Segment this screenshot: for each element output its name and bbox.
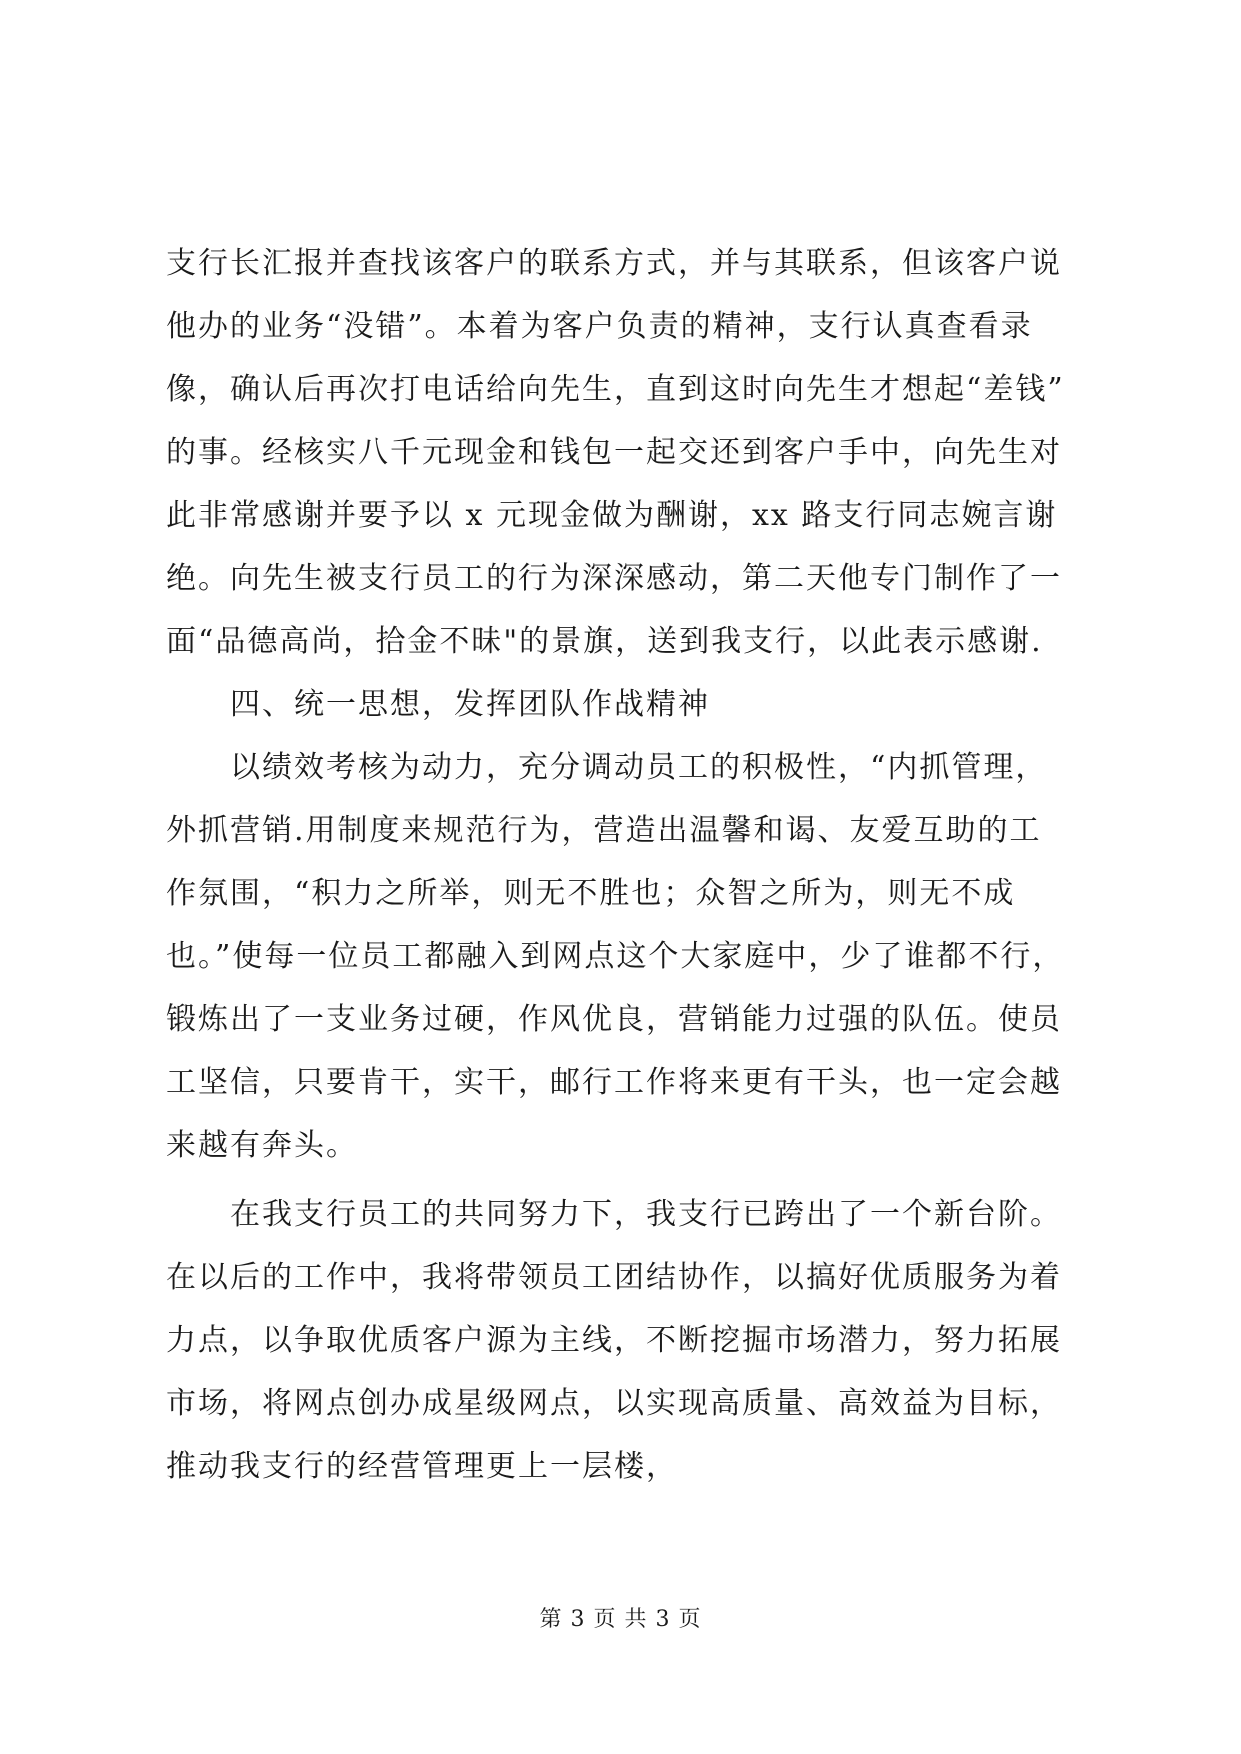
text-line: 绝。向先生被支行员工的行为深深感动，第二天他专门制作了一 — [166, 561, 1062, 596]
text-line: 推动我支行的经营管理更上一层楼， — [166, 1449, 678, 1484]
text-line: 面“品德高尚，拾金不昧"的景旗，送到我支行，以此表示感谢. — [166, 624, 1043, 659]
text-line: 在我支行员工的共同努力下，我支行已跨出了一个新台阶。 — [230, 1197, 1062, 1232]
text-line: 以绩效考核为动力，充分调动员工的积极性，“内抓管理， — [230, 750, 1048, 785]
text-line: 支行长汇报并查找该客户的联系方式，并与其联系，但该客户说 — [166, 246, 1062, 281]
text-line: 此非常感谢并要予以 x 元现金做为酬谢，xx 路支行同志婉言谢 — [166, 498, 1058, 533]
text-line: 在以后的工作中，我将带领员工团结协作，以搞好优质服务为着 — [166, 1260, 1062, 1295]
section-heading: 四、统一思想，发挥团队作战精神 — [230, 687, 710, 722]
text-line: 也。”使每一位员工都融入到网点这个大家庭中，少了谁都不行， — [166, 939, 1065, 974]
text-line: 的事。经核实八千元现金和钱包一起交还到客户手中，向先生对 — [166, 435, 1062, 470]
text-line: 力点，以争取优质客户源为主线，不断挖掘市场潜力，努力拓展 — [166, 1323, 1062, 1358]
text-line: 来越有奔头。 — [166, 1128, 358, 1163]
page-number-footer: 第 3 页 共 3 页 — [539, 1607, 702, 1632]
text-line: 作氛围，“积力之所举，则无不胜也；众智之所为，则无不成 — [166, 876, 1016, 911]
text-line: 外抓营销.用制度来规范行为，营造出温馨和谒、友爱互助的工 — [166, 813, 1042, 848]
text-line: 像，确认后再次打电话给向先生，直到这时向先生才想起“差钱” — [166, 372, 1065, 407]
text-line: 工坚信，只要肯干，实干，邮行工作将来更有干头，也一定会越 — [166, 1065, 1062, 1100]
document-body — [166, 232, 1081, 1498]
text-line: 锻炼出了一支业务过硬，作风优良，营销能力过强的队伍。使员 — [166, 1002, 1062, 1037]
text-line: 市场，将网点创办成星级网点，以实现高质量、高效益为目标， — [166, 1386, 1062, 1421]
text-line: 他办的业务“没错”。本着为客户负责的精神，支行认真查看录 — [166, 309, 1033, 344]
